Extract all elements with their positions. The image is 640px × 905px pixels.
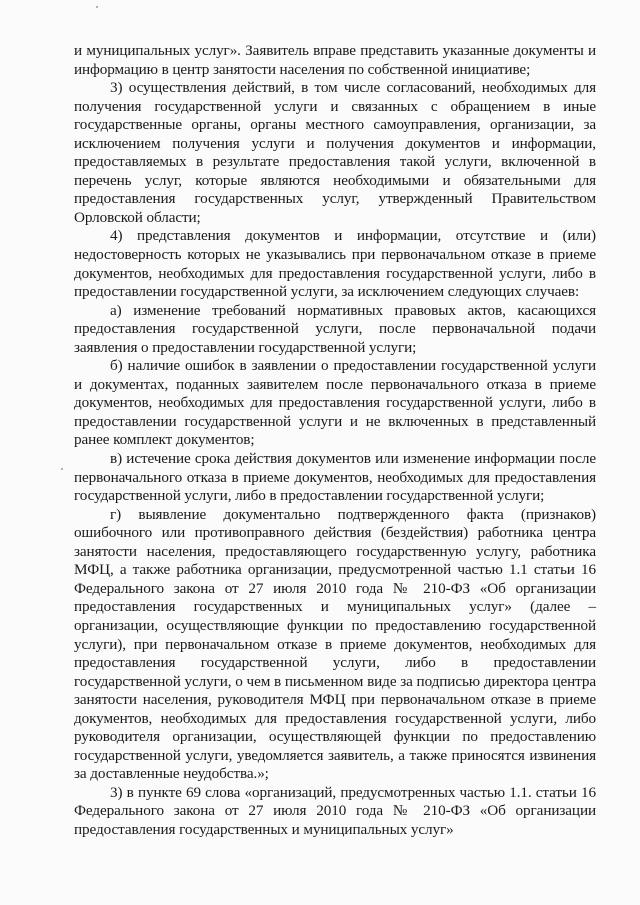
paragraph-subitem-v: в) истечение срока действия документов или изменение информации после первоначального отказа в приеме документов, необходимых для предоставления государственной услуги, либо в предоставлении государственной услуги; — [74, 450, 596, 505]
paragraph-subitem-g: г) выявление документально подтвержденного факта (признаков) ошибочного или противоправного действия (бездействия) работника центра занятости населения, предоставляющего государственную услугу, работника МФЦ, а также работника организации, предусмотренной частью 1.1 статьи 16 Федерального закона от 27 июля 2010 года № 210-ФЗ «Об организации предоставления государственных и муниципальных услуг» (далее – организации, осуществляющие функции по предоставлению государственной услуги), при первоначальном отказе в приеме документов, необходимых для предоставления государственной услуги, либо в предоставлении государственной услуги, о чем в письменном виде за подписью директора центра занятости населения, руководителя МФЦ при первоначальном отказе в приеме документов, необходимых для предоставления государственной услуги, либо руководителя организации, осуществляющей функции по предоставлению государственной услуги, уведомляется заявитель, а также приносятся извинения за доставленные неудобства.»; — [74, 505, 596, 783]
paragraph-subitem-b: б) наличие ошибок в заявлении о предоставлении государственной услуги и документах, поданных заявителем после первоначального отказа в приеме документов, необходимых для предоставления государственной услуги, либо в предоставлении государственной услуги и не включенных в представленный ранее комплект документов; — [74, 357, 596, 449]
document-body — [74, 42, 596, 840]
paragraph-subitem-a: а) изменение требований нормативных правовых актов, касающихся предоставления государственной услуги, после первоначальной подачи заявления о предоставлении государственной услуги; — [74, 301, 596, 356]
scan-speck — [96, 6, 98, 8]
paragraph-item-3: 3) осуществления действий, в том числе согласований, необходимых для получения государственной услуги и связанных с обращением в иные государственные органы, органы местного самоуправления, организации, за исключением получения услуги и получения документов и информации, предоставляемых в результате предоставления такой услуги, включенной в перечень услуг, которые являются необходимыми и обязательными для предоставления государственных услуг, утвержденный Правительством Орловской области; — [74, 79, 596, 226]
paragraph-item-4: 4) представления документов и информации, отсутствие и (или) недостоверность которых не указывались при первоначальном отказе в приеме документов, необходимых для предоставления государственной услуги, либо в предоставлении государственной услуги, за исключением следующих случаев: — [74, 227, 596, 301]
paragraph-continuation: и муниципальных услуг». Заявитель вправе представить указанные документы и информацию в центр занятости населения по собственной инициативе; — [74, 42, 596, 78]
scan-speck — [61, 468, 63, 470]
paragraph-point-69: 3) в пункте 69 слова «организаций, предусмотренных частью 1.1. статьи 16 Федерального закона от 27 июля 2010 года № 210-ФЗ «Об организации предоставления государственных и муниципальных услуг» — [74, 783, 596, 838]
